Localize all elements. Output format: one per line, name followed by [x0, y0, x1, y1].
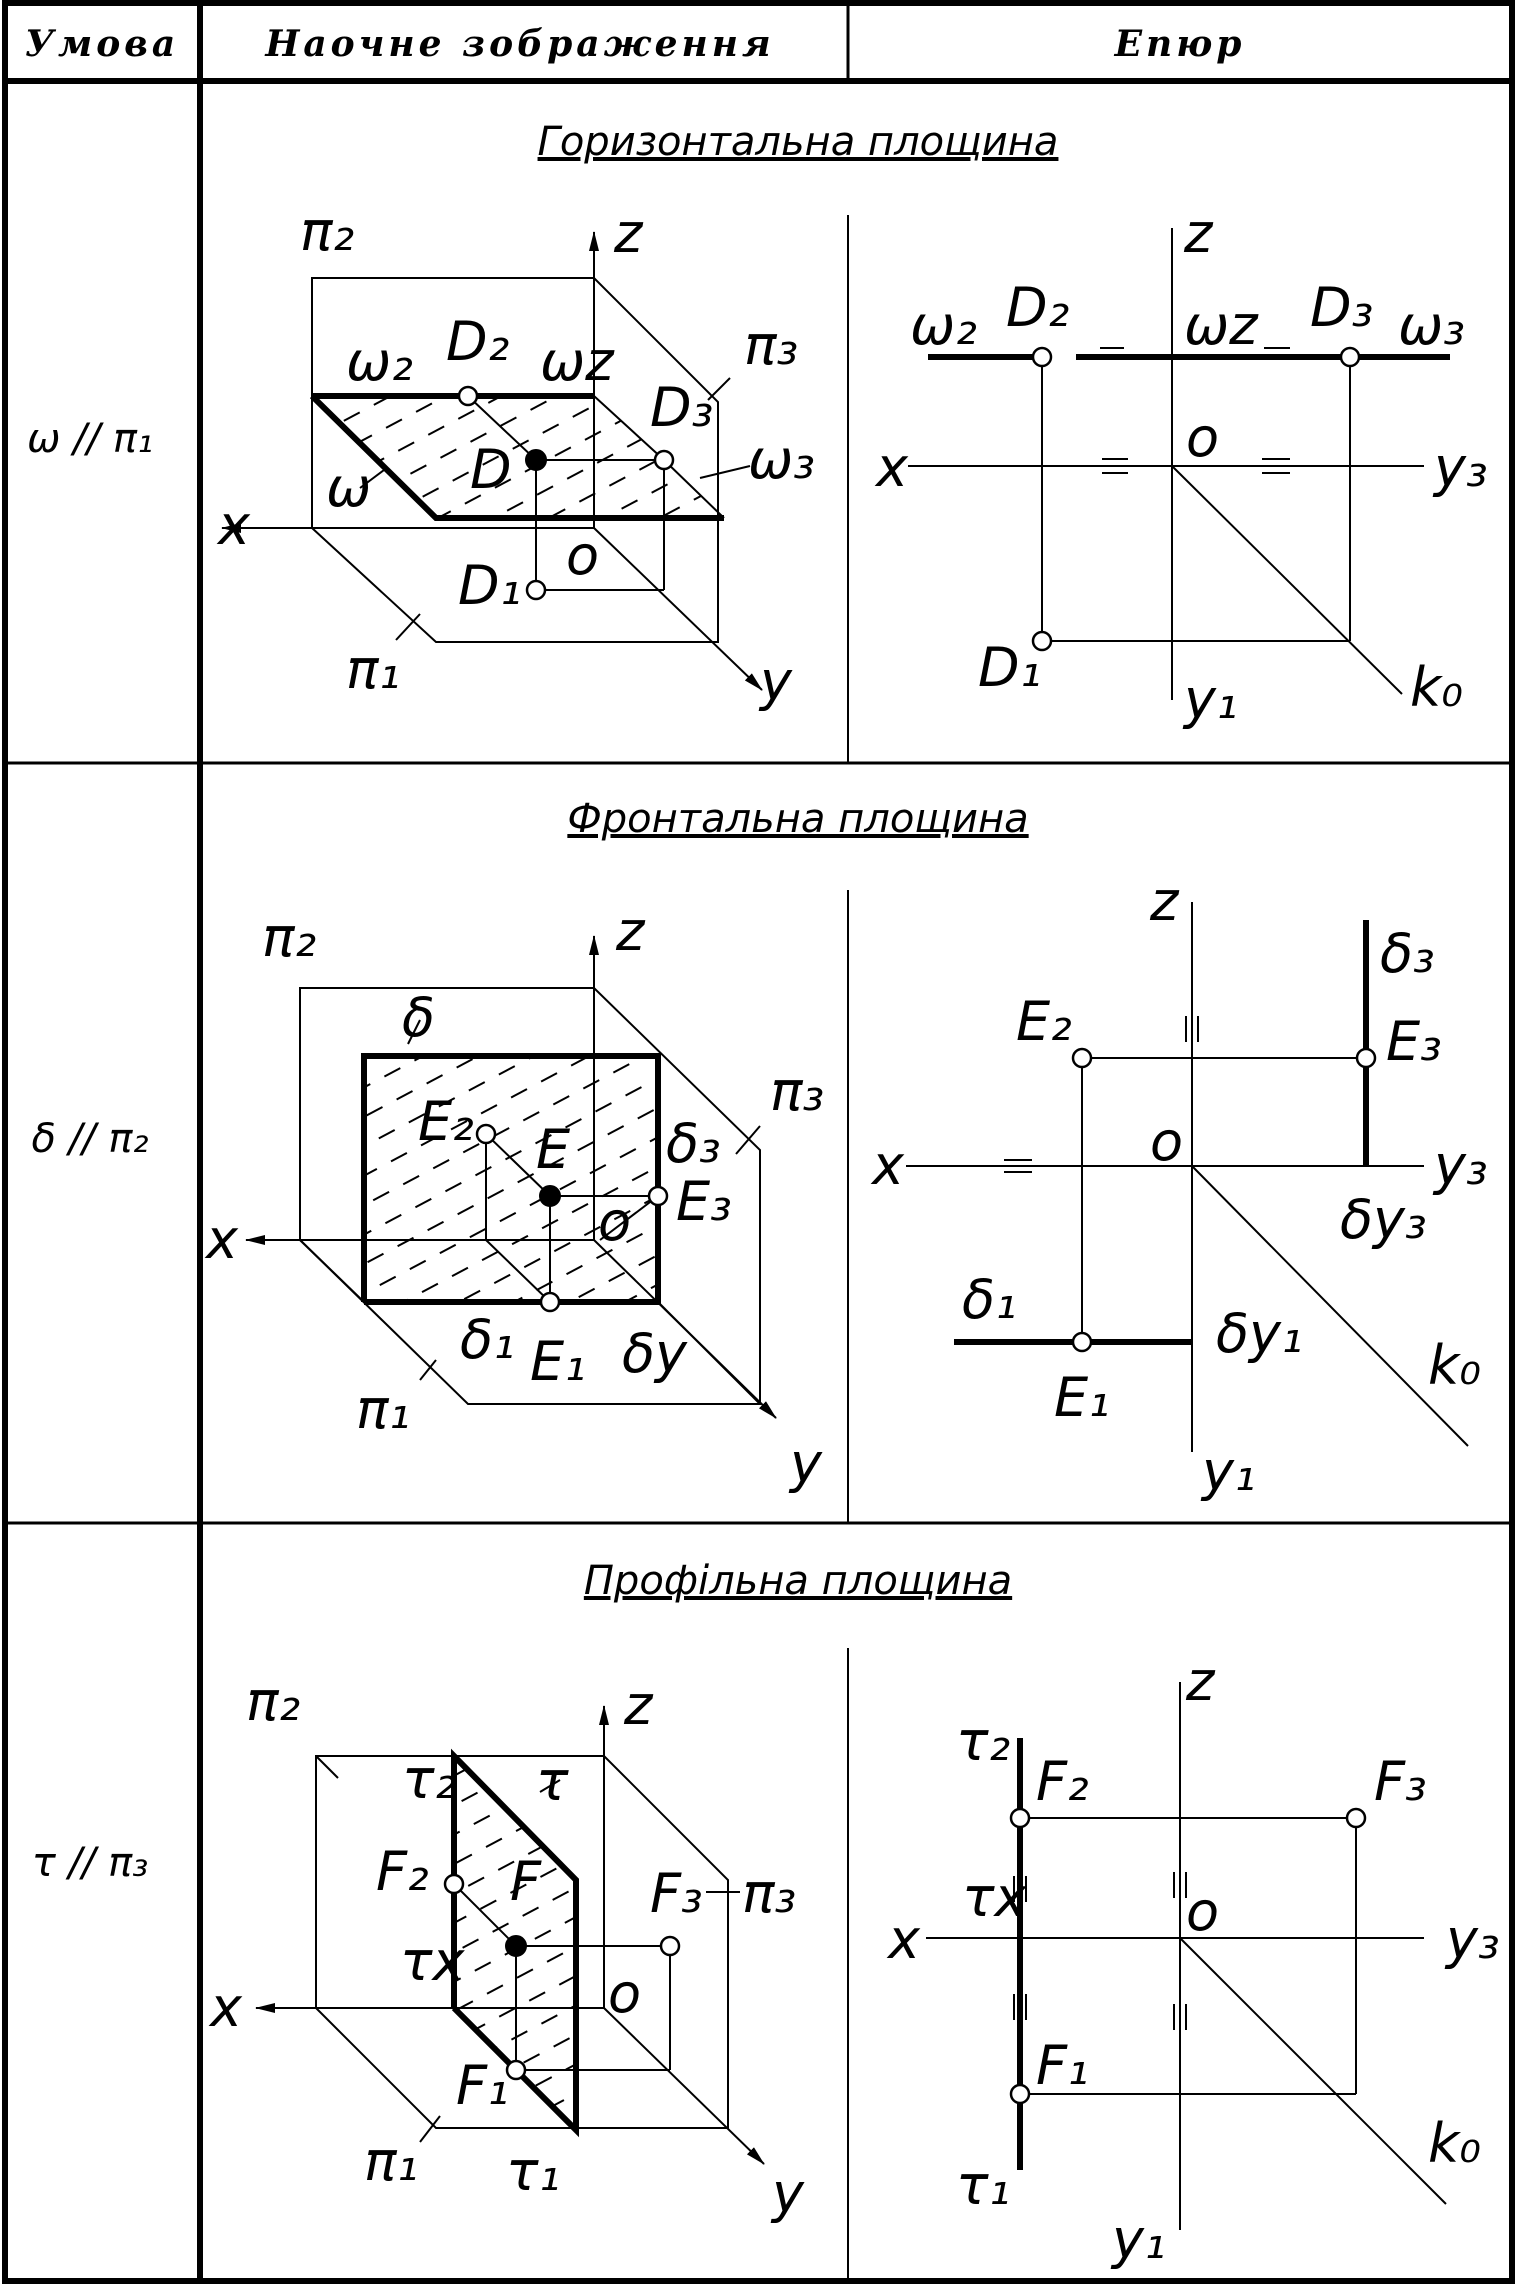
label-z: z [614, 202, 643, 265]
label-x: x [872, 1134, 904, 1197]
label-pi1: π₁ [356, 1378, 411, 1441]
label-tau-x: τx [400, 1930, 465, 1993]
row-horizontal-plane [27, 119, 1488, 731]
epure-view [874, 202, 1488, 731]
label-y1: y₁ [1112, 2208, 1166, 2271]
label-f3: F₃ [650, 1862, 703, 1925]
condition-text: ω // π₁ [27, 416, 153, 462]
row-title: Горизонтальна площина [537, 119, 1059, 165]
label-z: z [1184, 202, 1213, 265]
label-omega2: ω₂ [910, 294, 977, 357]
label-tau2: τ₂ [402, 1748, 457, 1811]
label-x: x [218, 494, 250, 557]
label-d1: D₁ [458, 554, 522, 617]
label-pi3: π₃ [742, 1862, 797, 1925]
label-delta: δ [402, 986, 436, 1049]
box-edge [300, 1240, 364, 1302]
point-f1 [507, 2061, 525, 2079]
leader-line [396, 614, 420, 640]
header-epure: Епюр [1114, 23, 1246, 65]
label-z: z [624, 1674, 653, 1737]
point-d3 [1341, 348, 1359, 366]
label-d: D [470, 438, 512, 501]
label-d1: D₁ [978, 636, 1042, 699]
label-omega-z: ωz [1184, 294, 1258, 357]
axonometric-view [216, 200, 815, 713]
label-d3: D₃ [1310, 276, 1374, 339]
label-x: x [210, 1976, 242, 2039]
point-e2 [1073, 1049, 1091, 1067]
label-omega3: ω₃ [1398, 294, 1465, 357]
label-k0: k₀ [1428, 2112, 1481, 2175]
label-f2: F₂ [376, 1840, 429, 1903]
label-pi2: π₂ [246, 1670, 301, 1733]
label-z: z [616, 900, 645, 963]
epure-view [886, 1650, 1500, 2271]
condition-text: τ // π₃ [31, 1840, 149, 1886]
label-x: x [876, 436, 908, 499]
point-d2 [1033, 348, 1051, 366]
label-y1: y₁ [1184, 668, 1238, 731]
label-delta-y3: δy₃ [1340, 1188, 1427, 1251]
y-axis [604, 2008, 764, 2164]
label-x: x [206, 1208, 238, 1271]
label-tau2: τ₂ [956, 1710, 1011, 1773]
condition-text: δ // π₂ [31, 1116, 149, 1162]
label-o: o [1150, 1110, 1184, 1173]
label-k0: k₀ [1410, 656, 1463, 719]
label-omega: ω [326, 456, 372, 519]
point-f3 [1347, 1809, 1365, 1827]
label-y: y [772, 2162, 804, 2225]
point-e1 [541, 1293, 559, 1311]
label-delta-y: δy [622, 1322, 687, 1385]
label-omega3: ω₃ [748, 428, 815, 491]
label-f3: F₃ [1374, 1750, 1427, 1813]
label-e: E [536, 1118, 571, 1181]
label-y3: y₃ [1434, 1134, 1488, 1197]
label-f1: F₁ [456, 2054, 509, 2117]
label-pi2: π₂ [262, 906, 317, 969]
label-z: z [1150, 870, 1179, 933]
point-e1 [1073, 1333, 1091, 1351]
point-e3 [1357, 1049, 1375, 1067]
point-d3 [655, 451, 673, 469]
label-pi3: π₃ [744, 314, 799, 377]
label-y3: y₃ [1434, 436, 1488, 499]
row-title: Фронтальна площина [567, 796, 1029, 842]
label-tau1: τ₁ [956, 2154, 1011, 2217]
point-f2 [445, 1875, 463, 1893]
label-e3: E₃ [1386, 1010, 1442, 1073]
label-pi1: π₁ [346, 638, 401, 701]
epure-view [870, 870, 1488, 1503]
label-x: x [888, 1908, 920, 1971]
label-delta-y1: δy₁ [1216, 1302, 1303, 1365]
point-d1 [527, 581, 545, 599]
point-d2 [459, 387, 477, 405]
label-e2: E₂ [418, 1090, 474, 1153]
label-pi3: π₃ [770, 1060, 825, 1123]
label-k0: k₀ [1428, 1334, 1481, 1397]
k0-constant-line [1172, 466, 1402, 694]
header-axonometry: Наочне зображення [265, 23, 775, 65]
leader-line [700, 466, 750, 478]
row-frontal-plane [32, 796, 1488, 1503]
label-f1: F₁ [1036, 2034, 1089, 2097]
label-pi1: π₁ [364, 2130, 419, 2193]
point-f1 [1011, 2085, 1029, 2103]
row-profile-plane [32, 1558, 1500, 2271]
point-f [506, 1936, 526, 1956]
label-o: o [566, 524, 600, 587]
label-e1: E₁ [530, 1330, 586, 1393]
label-y1: y₁ [1202, 1440, 1256, 1503]
label-tau: τ [536, 1750, 569, 1813]
header-condition: Умова [24, 23, 180, 65]
row-title: Профільна площина [583, 1558, 1013, 1604]
label-delta1: δ₁ [460, 1308, 515, 1371]
k0-constant-line [1180, 1938, 1446, 2204]
label-delta3: δ₃ [1380, 922, 1435, 985]
label-d3: D₃ [650, 376, 714, 439]
axonometric-view [204, 900, 824, 1495]
label-d2: D₂ [1006, 276, 1070, 339]
label-e1: E₁ [1054, 1366, 1110, 1429]
label-o: o [598, 1190, 632, 1253]
label-tau-x: τx [962, 1866, 1027, 1929]
label-z: z [1186, 1650, 1215, 1713]
label-o: o [1186, 406, 1220, 469]
point-f2 [1011, 1809, 1029, 1827]
label-delta1: δ₁ [962, 1268, 1017, 1331]
label-f: F [510, 1850, 542, 1913]
y-axis [594, 528, 762, 690]
label-delta3: δ₃ [666, 1112, 721, 1175]
point-f3 [661, 1937, 679, 1955]
leader-line [316, 1756, 338, 1778]
label-d2: D₂ [446, 310, 510, 373]
point-e2 [477, 1125, 495, 1143]
point-e [540, 1186, 560, 1206]
label-f2: F₂ [1036, 1750, 1089, 1813]
label-tau1: τ₁ [506, 2140, 561, 2203]
label-o: o [608, 1962, 642, 2025]
label-o: o [1186, 1880, 1220, 1943]
label-y: y [760, 650, 792, 713]
label-omega2: ω₂ [346, 330, 413, 393]
axonometric-view [208, 1670, 805, 2225]
label-omega-z: ωz [540, 330, 614, 393]
label-y3: y₃ [1446, 1908, 1500, 1971]
label-e2: E₂ [1016, 990, 1072, 1053]
point-e3 [649, 1187, 667, 1205]
label-y: y [790, 1432, 822, 1495]
point-d [526, 450, 546, 470]
label-e3: E₃ [676, 1170, 732, 1233]
label-pi2: π₂ [300, 200, 355, 263]
